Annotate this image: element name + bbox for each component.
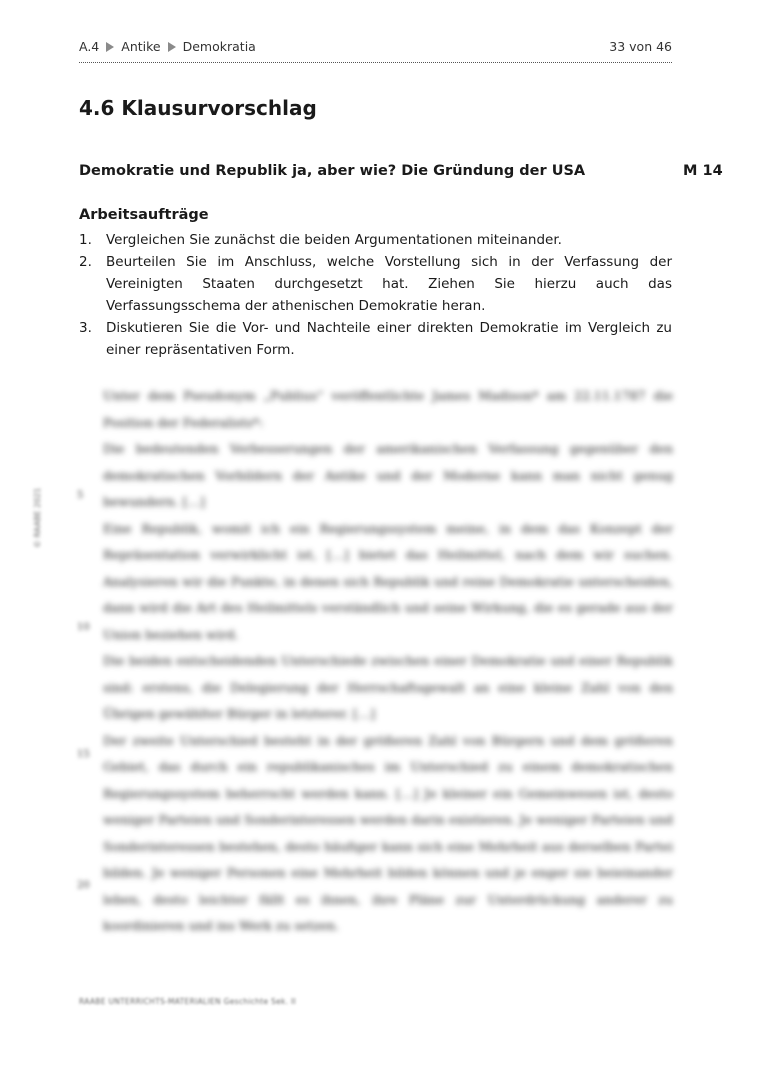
material-code: M 14 xyxy=(683,163,723,179)
task-text: Beurteilen Sie im Anschluss, welche Vorstellung sich in der Verfassung der Vereinigten Staaten durchgesetzt hat. Ziehen Sie hierzu auch das Verfassungsschema der athenischen Demokratie heran. xyxy=(106,254,672,314)
task-text: Vergleichen Sie zunächst die beiden Argumentationen miteinander. xyxy=(106,232,562,248)
line-number: 10 xyxy=(77,622,90,633)
section-title: 4.6 Klausurvorschlag xyxy=(79,96,317,120)
line-number: 5 xyxy=(77,490,84,501)
breadcrumb-item: Demokratia xyxy=(182,39,256,54)
source-paragraph: Der zweite Unterschied besteht in der größeren Zahl von Bürgern und dem größeren Gebiet, das durch ein republikanisches im Unterschied zu einem demokratischen Regierungssystem beherrscht werden kann. […] Je kleiner ein Gemeinwesen ist, desto weniger Parteien und Sonderinteressen werden darin existieren. Je weniger Parteien und Sonderinteressen bestehen, desto häufiger kann sich eine Mehrheit aus derselben Partei bilden. Je weniger Personen eine Mehrheit bilden können und je enger sie beieinander leben, desto leichter fällt es ihnen, ihre Pläne zur Unterdrückung anderer zu koordinieren und ins Werk zu setzen. xyxy=(103,732,673,933)
task-text: Diskutieren Sie die Vor- und Nachteile einer direkten Demokratie im Vergleich zu einer repräsentativen Form. xyxy=(106,320,672,358)
source-paragraph: Die beiden entscheidenden Unterschiede zwischen einer Demokratie und einer Republik sind: erstens, die Delegierung der Herrschaftsgewalt an eine kleine Zahl von den Übrigen gewählter Bürger in letzterer. […] xyxy=(103,653,673,721)
page-counter: 33 von 46 xyxy=(609,39,672,54)
header-divider xyxy=(79,62,672,63)
source-paragraph: Die bedeutenden Verbesserungen der amerikanischen Verfassung gegenüber den demokratischen Vorbildern der Antike und der Moderne kann man nicht genug bewundern. […] xyxy=(103,441,673,509)
line-number: 20 xyxy=(77,880,90,891)
source-paragraph: Eine Republik, womit ich ein Regierungssystem meine, in dem das Konzept der Repräsentation verwirklicht ist, […] bietet das Heilmittel, nach dem wir suchen. Analysieren wir die Punkte, in denen sich Republik und reine Demokratie unterscheiden, dann wird die Art des Heilmittels verständlich und seine Wirkung, die es gerade aus der Union beziehen wird. xyxy=(103,520,673,642)
breadcrumb-item: A.4 xyxy=(79,39,100,54)
task-item xyxy=(79,229,672,251)
line-number: 15 xyxy=(77,749,90,760)
source-intro: Unter dem Pseudonym „Publius“ veröffentlichte James Madison* am 22.11.1787 die Position der Federalists*: xyxy=(103,388,673,430)
task-number: 3. xyxy=(79,320,92,336)
triangle-right-icon xyxy=(168,42,176,52)
breadcrumb-item: Antike xyxy=(121,39,161,54)
task-list xyxy=(79,229,672,361)
page-footer: RAABE UNTERRICHTS-MATERIALIEN Geschichte Sek. II xyxy=(79,997,297,1006)
tasks-heading: Arbeitsaufträge xyxy=(79,207,209,223)
task-item xyxy=(79,317,672,361)
task-number: 1. xyxy=(79,232,92,248)
source-text xyxy=(103,383,673,940)
copyright-notice: © RAABE 2021 xyxy=(33,487,42,548)
breadcrumb xyxy=(79,39,256,54)
page-header xyxy=(79,39,672,63)
task-number: 2. xyxy=(79,254,92,270)
task-item xyxy=(79,251,672,317)
material-title: Demokratie und Republik ja, aber wie? Die Gründung der USA xyxy=(79,163,586,179)
triangle-right-icon xyxy=(106,42,114,52)
